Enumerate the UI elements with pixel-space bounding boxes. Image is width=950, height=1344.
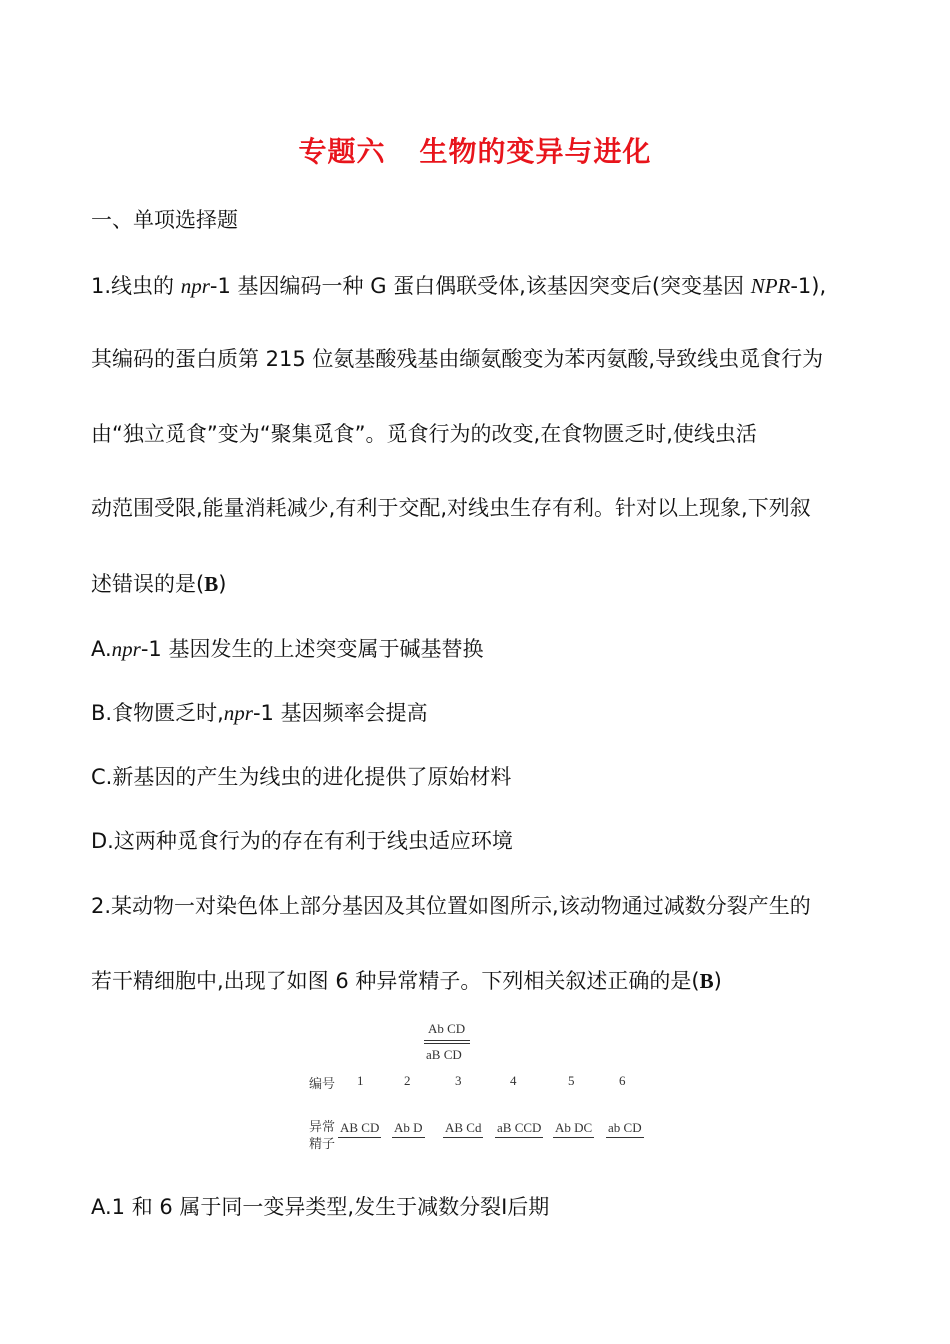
abnormal-sperm: Ab DC <box>553 1120 594 1138</box>
q1-text: ) <box>218 572 227 596</box>
option-label: A. <box>91 637 112 661</box>
q1-text: 1.线虫的 <box>91 274 181 298</box>
option-text: -1 基因频率会提高 <box>252 701 428 725</box>
sperm-number: 5 <box>568 1073 575 1088</box>
q1-line-3: 由“独立觅食”变为“聚集觅食”。觅食行为的改变,在食物匮乏时,使线虫活 <box>91 422 757 446</box>
section-heading: 一、单项选择题 <box>91 208 238 232</box>
page-title <box>0 130 950 170</box>
abnormal-sperm: Ab D <box>392 1120 425 1138</box>
q1-option-a <box>91 633 483 663</box>
abnormal-sperm: AB CD <box>338 1120 381 1138</box>
option-text: B.食物匮乏时, <box>91 701 224 725</box>
abnormal-sperm: AB Cd <box>443 1120 483 1138</box>
q2-text: ) <box>713 969 722 993</box>
q1-text: -1 基因编码一种 G 蛋白偶联受体,该基因突变后(突变基因 <box>209 274 751 298</box>
sperm-number: 2 <box>404 1073 411 1088</box>
sperm-number: 3 <box>455 1073 462 1088</box>
chromosome-bottom-genes: aB CD <box>426 1047 462 1062</box>
number-row-label: 编号 <box>309 1076 336 1091</box>
sperm-row-label: 异常 <box>309 1119 336 1134</box>
q2-line-1: 2.某动物一对染色体上部分基因及其位置如图所示,该动物通过减数分裂产生的 <box>91 894 811 918</box>
chromosome-top-genes: Ab CD <box>428 1021 466 1036</box>
title-topic-number: 专题六 <box>298 135 386 168</box>
chromosome-divider <box>424 1043 470 1044</box>
abnormal-sperm: aB CCD <box>495 1120 543 1138</box>
q1-line-2: 其编码的蛋白质第 215 位氨基酸残基由缬氨酸变为苯丙氨酸,导致线虫觅食行为 <box>91 347 824 371</box>
q1-text: -1), <box>790 274 827 298</box>
option-text: -1 基因发生的上述突变属于碱基替换 <box>140 637 484 661</box>
q2-line-2 <box>91 965 722 995</box>
q2-text: 若干精细胞中,出现了如图 6 种异常精子。下列相关叙述正确的是( <box>91 969 700 993</box>
sperm-number: 6 <box>619 1073 626 1088</box>
q1-line-1 <box>91 270 826 300</box>
gene-npr: npr <box>111 637 141 661</box>
q1-line-5 <box>91 568 226 598</box>
sperm-number: 1 <box>357 1073 364 1088</box>
q1-option-c: C.新基因的产生为线虫的进化提供了原始材料 <box>91 765 512 789</box>
gene-npr: npr <box>180 274 210 298</box>
q1-option-b <box>91 697 428 727</box>
q1-line-4: 动范围受限,能量消耗减少,有利于交配,对线虫生存有利。针对以上现象,下列叙 <box>91 496 811 520</box>
title-topic-name: 生物的变异与进化 <box>419 135 652 168</box>
q1-option-d: D.这两种觅食行为的存在有利于线虫适应环境 <box>91 829 513 853</box>
q1-text: 述错误的是( <box>91 572 205 596</box>
q2-option-a: A.1 和 6 属于同一变异类型,发生于减数分裂Ⅰ后期 <box>91 1195 550 1219</box>
q1-answer: B <box>204 572 219 596</box>
abnormal-sperm: ab CD <box>606 1120 644 1138</box>
sperm-number: 4 <box>510 1073 517 1088</box>
sperm-row-label: 精子 <box>309 1136 336 1151</box>
gene-npr: npr <box>223 701 253 725</box>
chromosome-divider <box>424 1040 470 1041</box>
gene-NPR: NPR <box>750 274 791 298</box>
q2-answer: B <box>699 969 714 993</box>
